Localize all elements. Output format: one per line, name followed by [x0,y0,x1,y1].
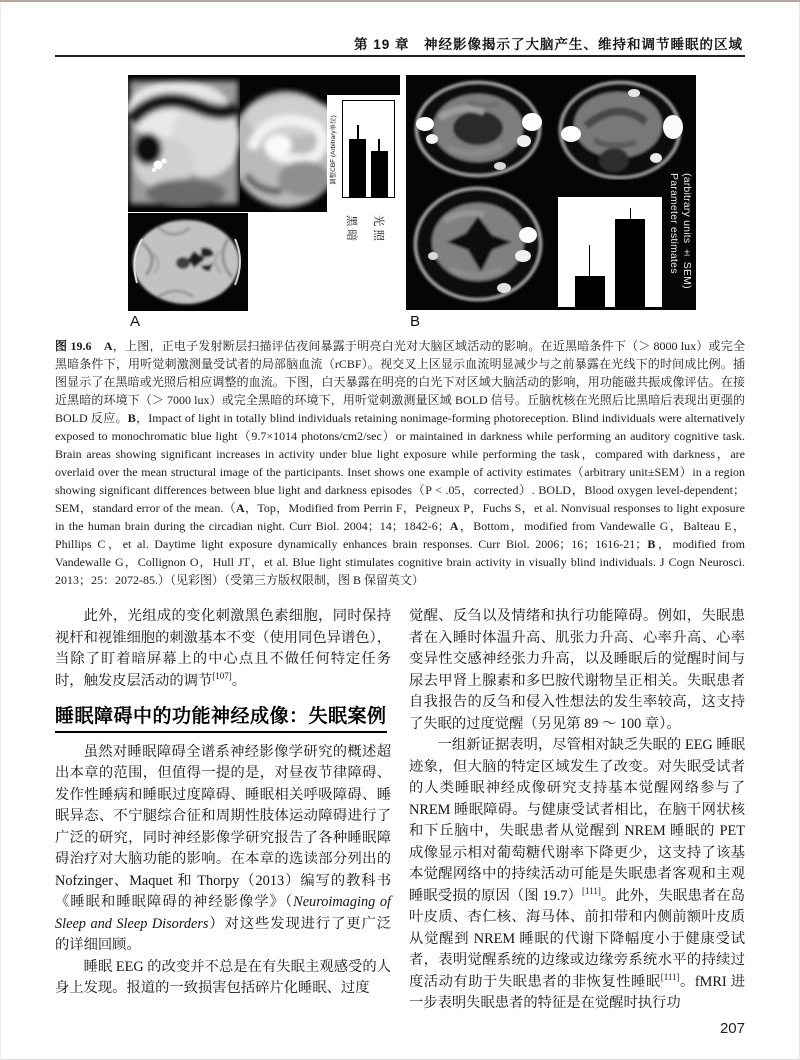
paragraph: 一组新证据表明，尽管相对缺乏失眠的 EEG 睡眠迹象，但大脑的特定区域发生了改变。对失眠受试者的人类睡眠神经成像研究支持基本觉醒网络参与了 NREM 睡眠障碍。与健康受试者相比，在脑干网状核和下丘脑中，失眠患者从觉醒到 NREM 睡眠的 PET 成像显示相对葡萄糖代谢率下降更少，这支持了该基本觉醒网络中的持续活动可能是失眠患者客观和主观睡眠受损的原因（图 19.7）[111]。此外，失眠患者在岛叶皮质、杏仁核、海马体、前扣带和内侧前额叶皮质从觉醒到 NREM 睡眠的代谢下降幅度小于健康受试者，表明觉醒系统的边缘或边缘旁系统水平的持续过度活动有助于失眠患者的非恢复性睡眠[111]。fMRI 进一步表明失眠患者的特征是在觉醒时执行功 [409,737,746,1011]
chapter-header: 第 19 章 神经影像揭示了大脑产生、维持和调节睡眠的区域 [353,37,743,52]
fmri-sagittal-scan [552,78,692,180]
figure-a-label: A [130,313,141,330]
page-number: 207 [719,1020,745,1037]
section-heading [55,706,391,733]
paragraph: 觉醒、反刍以及情绪和执行功能障碍。例如，失眠患者在入睡时体温升高、肌张力升高、心率升高、心率变异性交感神经张力升高，以及睡眠后的觉醒时间与尿去甲肾上腺素和多巴胺代谢物呈正相关。失眠患者自我报告的反刍和侵入性想法的发生率较高，这支持了失眠的过度觉醒（另见第 89 ～ 100 章）。 [409,608,745,732]
pet-axial-scan [128,213,248,311]
figure-b-label: B [410,313,421,330]
paragraph: 此外，光组成的变化刺激黑色素细胞，同时保持视杆和视锥细胞的刺激基本不变（使用同色异谱色），当除了盯着暗屏幕上的中心点且不做任何特定任务时，触发皮层活动的调节[107]。 [55,608,391,689]
section-heading-text: 睡眠障碍中的功能神经成像：失眠案例 [55,706,387,733]
bar-with-error [575,197,605,307]
paragraph: 睡眠 EEG 的改变并不总是在有失眠主观感受的人身上发现。报道的一致损害包括碎片化睡眠、过度 [55,958,391,996]
fmri-axial-scan-top [410,78,548,180]
header-rule [55,55,745,57]
inset-a-ylabel: 调整CBF (Arbitrary单位) [330,115,337,185]
figure-a-axial-scan [128,213,248,311]
paragraph: 虽然对睡眠障碍全谱系神经影像学研究的概述超出本章的范围，但值得一提的是，对昼夜节律障碍、发作性睡病和睡眠过度障碍、睡眠相关呼吸障碍、睡眠异态、不宁腿综合征和周期性肢体运动障碍进行了广泛的研究，同时神经影像学研究报告了各种睡眠障碍治疗对大脑功能的影响。在本章的选读部分列出的 Nofzinger、Maquet 和 Thorpy（2013）编写的教科书《睡眠和睡眠障碍的神经影像学》（Neuroimaging of Sleep and Sleep Disorders）对这些发现进行了更广泛的详细回顾。 [55,743,391,953]
inset-a-xlabel-light: 光照 [372,215,384,244]
inset-b-ylabel-line2: (arbitrary units ± SEM) [681,173,693,289]
inset-b-ylabel [667,173,693,308]
inset-b-ylabel-line1: Parameter estimates [668,173,680,274]
figure-caption: 图 19.6 A，上图，正电子发射断层扫描评估夜间暴露于明亮白光对大脑区域活动的影响。在近黑暗条件下（＞ 8000 lux）或完全黑暗条件下，用听觉刺激测量受试者的局部脑血流（rCBF）。视交叉上区显示血流明显减少与之前暴露在光线下的时间成比例。插图显示了在黑暗或光照后相应调整的血流。下图，白天暴露在明亮的白光下对区域大脑活动的影响，用功能磁共振成像评估。在接近黑暗的环境下（＞ 7000 lux）或完全黑暗的环境下，用听觉刺激测量区域 BOLD 信号。丘脑枕核在光照后比黑暗后表现出更强的 BOLD 反应。B，Impact of light in totally blind individuals retaining nonimage-forming photoreception. Blind individuals were alternatively exposed to monochromatic blue light（9.7×1014 photons/cm2/sec）or maintained in darkness while performing an auditory cognitive task. Brain areas showing significant increases in activity under blue light exposure while performing the task，compared with darkness，are overlaid over the mean structural image of the participants. Inset shows one example of activity estimates（arbitrary unit±SEM）in a region showing significant differences between blue light and darkness episodes（P < .05，corrected）. BOLD，Blood oxygen level-dependent；SEM，standard error of the mean.（A，Top，Modified from Perrin F，Peigneux P，Fuchs S，et al. Nonvisual responses to light exposure in the human brain during the circadian night. Curr Biol. 2004；14；1842-6；A，Bottom，modified from Vandewalle G，Balteau E，Phillips C，et al. Daytime light exposure dynamically enhances brain responses. Curr Biol. 2006；16；1616-21；B，modified from Vandewalle G，Collignon O，Hull JT，et al. Blue light stimulates cognitive brain activity in visually blind individuals. J Cogn Neurosci. 2013；25：2072-85.）（见彩图）（受第三方版权限制，图 B 保留英文） [55,339,746,587]
fmri-axial-scan-bottom [410,183,550,307]
inset-a-plot-area [342,100,395,198]
bar-with-error [349,101,366,197]
pet-sagittal-scan-1 [128,77,240,208]
body-right-column [409,606,745,1015]
body-left-column [55,606,391,1000]
inset-b-plot-area [558,197,662,307]
figure-a-inset-chart [327,95,400,212]
inset-a-xlabel-dark: 黑暗 [345,215,357,244]
figure-b-panel [406,75,696,310]
bar-with-error [615,197,645,307]
bar-with-error [371,101,388,197]
figure-a-panel [128,75,400,212]
